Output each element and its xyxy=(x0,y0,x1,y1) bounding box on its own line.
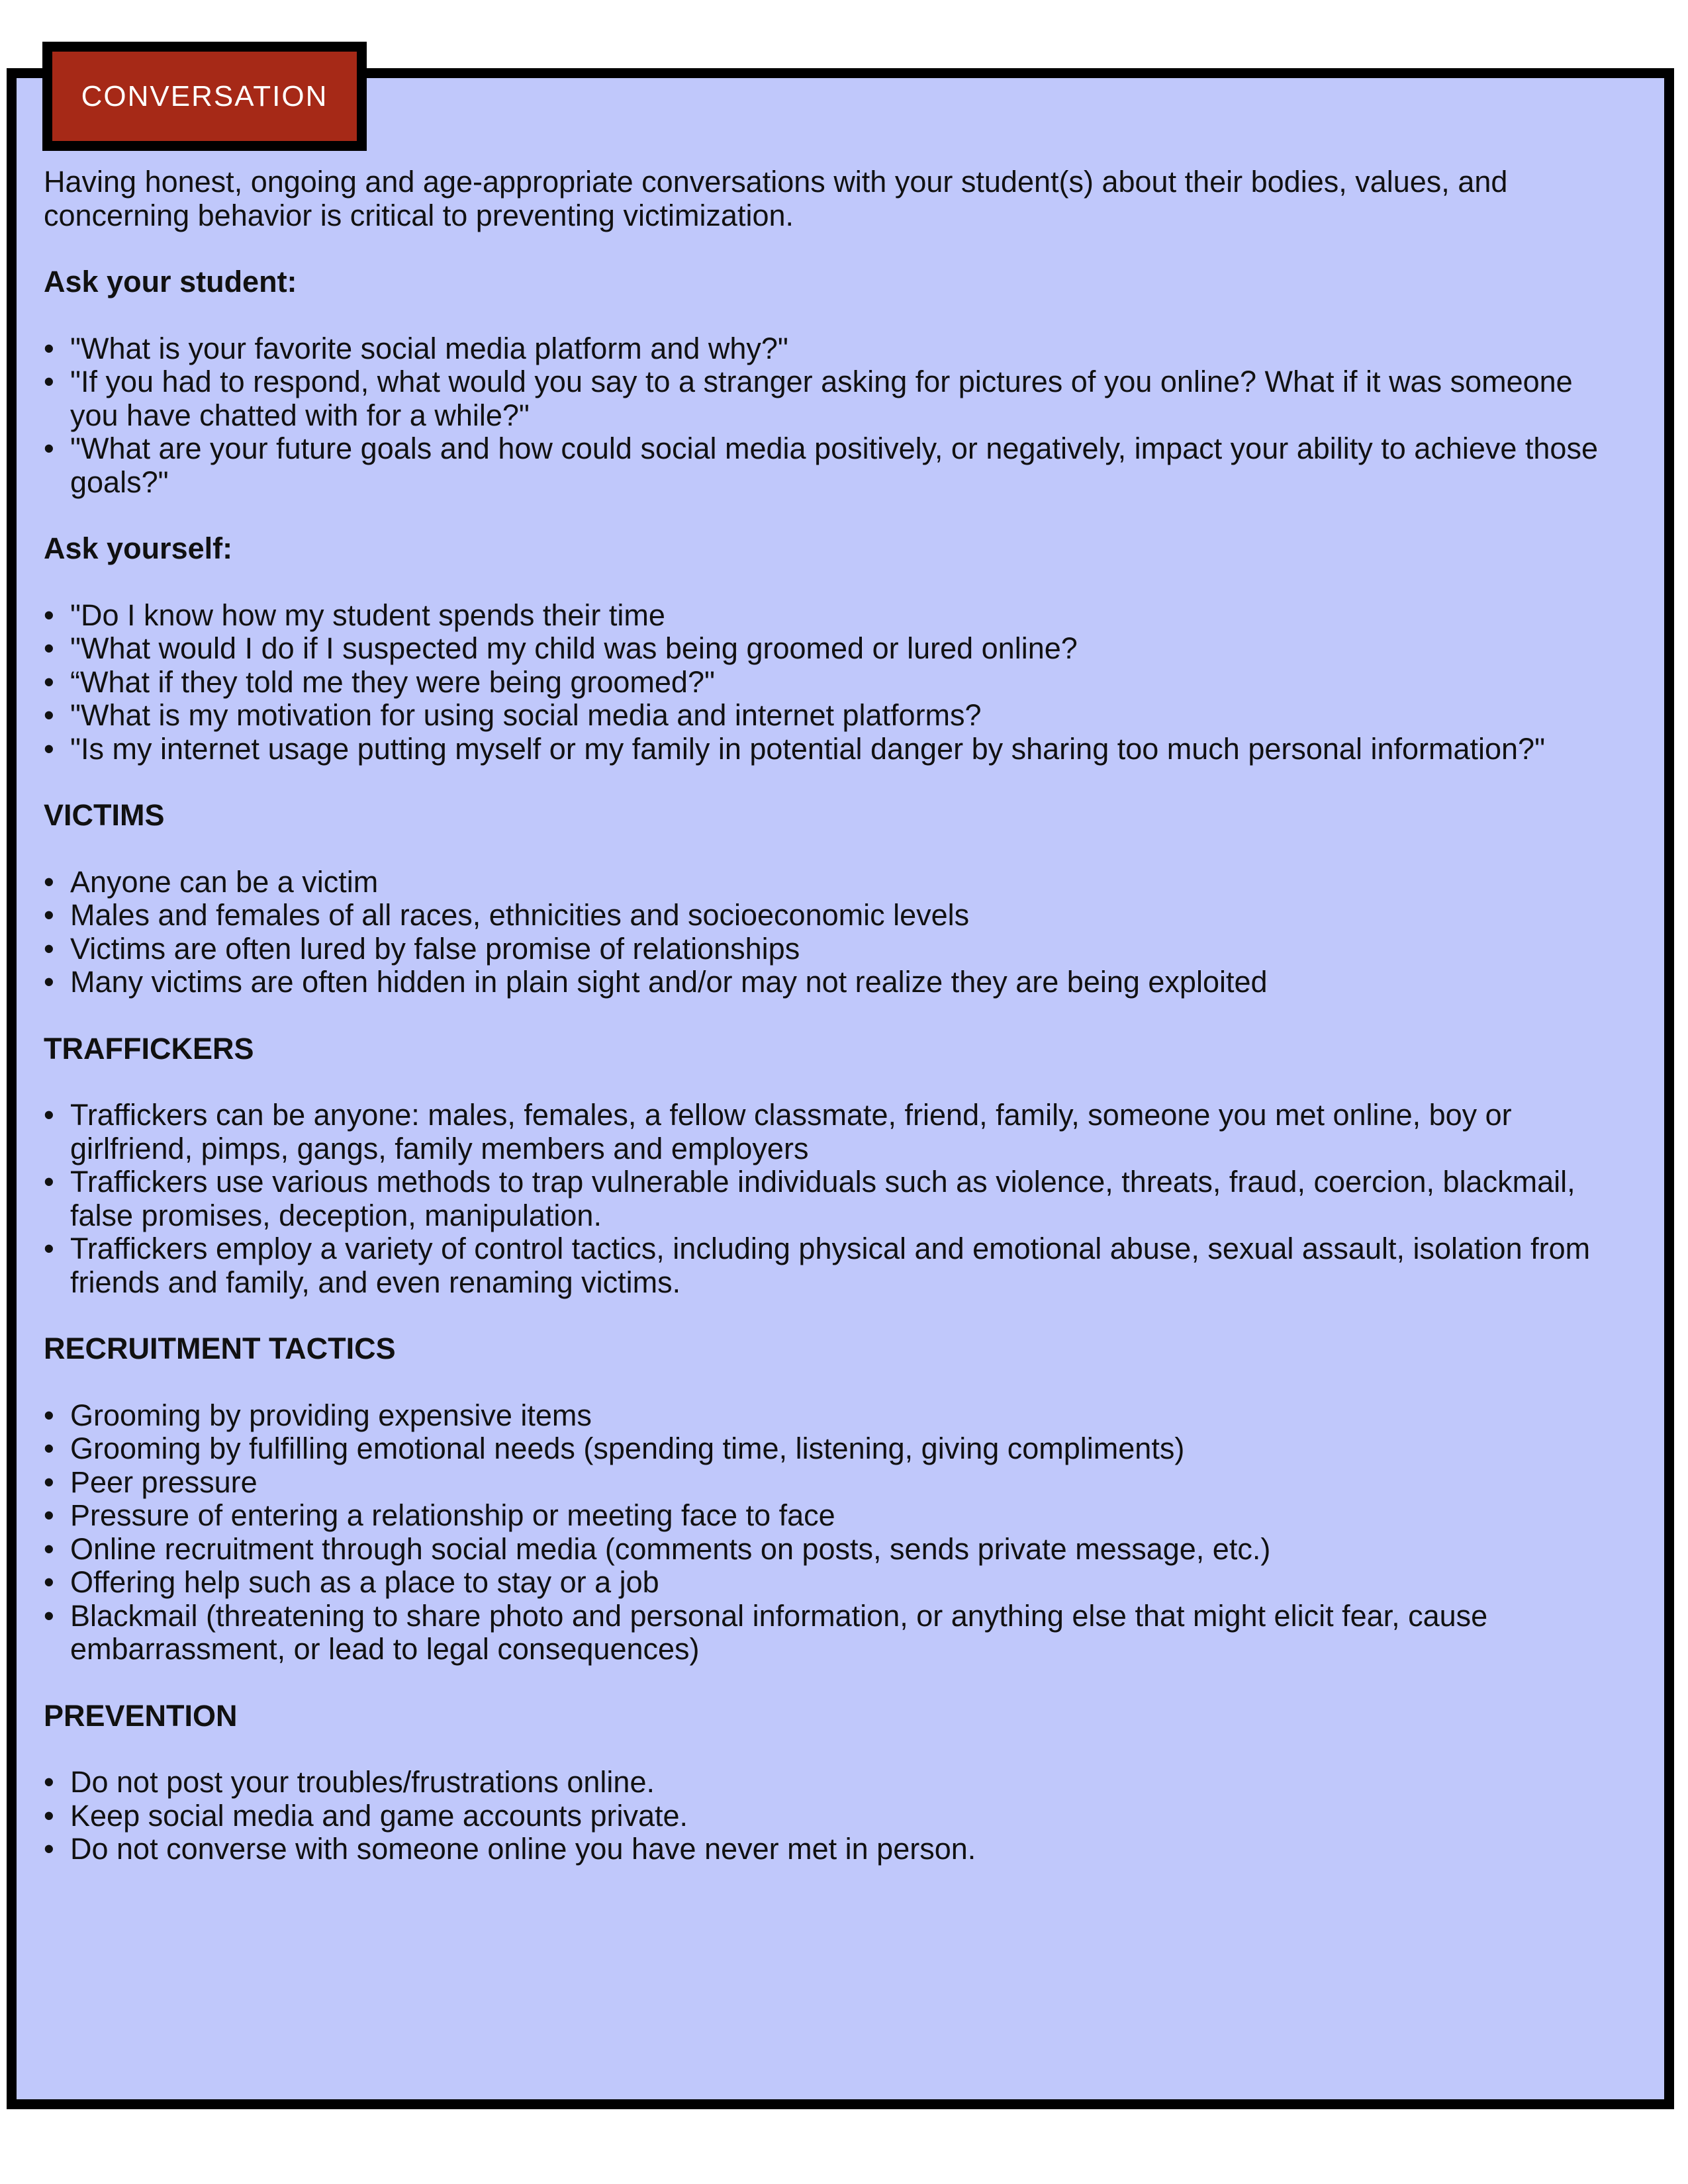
bullet-icon: • xyxy=(44,1398,54,1432)
bullet-icon: • xyxy=(44,731,54,766)
list-item xyxy=(44,432,1606,499)
bullet-icon: • xyxy=(44,1465,54,1499)
document-body xyxy=(44,165,1606,1866)
list-item-text: Do not converse with someone online you have never met in person. xyxy=(70,1832,976,1866)
list-item xyxy=(44,632,1606,666)
section-prevention xyxy=(44,1700,1606,1866)
list-item-text: "Do I know how my student spends their time xyxy=(70,598,665,632)
list-item xyxy=(44,332,1606,366)
bullet-icon: • xyxy=(44,631,54,665)
list-item-text: "What is your favorite social media platform and why?" xyxy=(70,331,788,365)
bullet-icon: • xyxy=(44,864,54,899)
list-item xyxy=(44,1533,1606,1567)
section-tab-label: CONVERSATION xyxy=(81,79,328,113)
list-item-text: “What if they told me they were being groomed?" xyxy=(70,664,715,699)
section-heading: PREVENTION xyxy=(44,1698,238,1733)
section-tab-fill xyxy=(52,52,357,141)
list-item xyxy=(44,966,1606,999)
list-item-text: "What would I do if I suspected my child was being groomed or lured online? xyxy=(70,631,1078,665)
bullet-list xyxy=(44,332,1606,500)
bullet-icon: • xyxy=(44,931,54,966)
list-item-text: Traffickers can be anyone: males, females, a fellow classmate, friend, family, someone you met online, boy or girlfriend, pimps, gangs, family members and employers xyxy=(70,1098,1512,1165)
section-heading: Ask yourself: xyxy=(44,531,233,565)
list-item-text: Do not post your troubles/frustrations online. xyxy=(70,1765,655,1799)
list-item xyxy=(44,1600,1606,1666)
list-item xyxy=(44,1099,1606,1165)
section-heading: TRAFFICKERS xyxy=(44,1031,254,1066)
list-item-text: Grooming by providing expensive items xyxy=(70,1398,592,1432)
list-item xyxy=(44,866,1606,899)
bullet-list xyxy=(44,599,1606,766)
list-item-text: Many victims are often hidden in plain sight and/or may not realize they are being exploited xyxy=(70,965,1268,999)
bullet-list xyxy=(44,866,1606,999)
bullet-icon: • xyxy=(44,1432,54,1465)
bullet-icon: • xyxy=(44,664,54,699)
list-item-text: Grooming by fulfilling emotional needs (spending time, listening, giving compliments) xyxy=(70,1432,1185,1465)
list-item-text: "Is my internet usage putting myself or my family in potential danger by sharing too much personal information?" xyxy=(70,731,1546,766)
bullet-list xyxy=(44,1766,1606,1866)
bullet-icon: • xyxy=(44,1498,54,1532)
bullet-icon: • xyxy=(44,1798,54,1833)
list-item xyxy=(44,733,1606,766)
bullet-icon: • xyxy=(44,1598,54,1633)
section-ask-your-student xyxy=(44,265,1606,499)
list-item-text: Traffickers employ a variety of control tactics, including physical and emotional abuse, sexual assault, isolation from friends and family, and even renaming victims. xyxy=(70,1232,1591,1299)
section-heading: Ask your student: xyxy=(44,265,297,298)
section-ask-yourself xyxy=(44,532,1606,766)
section-victims xyxy=(44,799,1606,999)
list-item xyxy=(44,899,1606,933)
section-tab xyxy=(42,42,367,151)
bullet-icon: • xyxy=(44,698,54,732)
bullet-icon: • xyxy=(44,1765,54,1799)
sections-container xyxy=(44,265,1606,1866)
list-item-text: Traffickers use various methods to trap vulnerable individuals such as violence, threats, fraud, coercion, blackmail, false promises, deception, manipulation. xyxy=(70,1165,1575,1232)
section-recruitment-tactics xyxy=(44,1332,1606,1666)
list-item xyxy=(44,1399,1606,1433)
list-item xyxy=(44,1165,1606,1232)
list-item xyxy=(44,365,1606,432)
section-heading: RECRUITMENT TACTICS xyxy=(44,1332,396,1365)
bullet-list xyxy=(44,1399,1606,1666)
intro-paragraph: Having honest, ongoing and age-appropriate conversations with your student(s) about their bodies, values, and concerning behavior is critical to preventing victimization. xyxy=(44,165,1508,232)
list-item-text: "What is my motivation for using social media and internet platforms? xyxy=(70,698,982,732)
bullet-icon: • xyxy=(44,965,54,999)
list-item-text: Blackmail (threatening to share photo and personal information, or anything else that might elicit fear, cause embarrassment, or lead to legal consequences) xyxy=(70,1598,1488,1666)
list-item-text: Males and females of all races, ethnicities and socioeconomic levels xyxy=(70,898,970,932)
list-item xyxy=(44,1466,1606,1500)
bullet-icon: • xyxy=(44,1832,54,1866)
bullet-icon: • xyxy=(44,365,54,398)
list-item xyxy=(44,1432,1606,1466)
list-item-text: Keep social media and game accounts private. xyxy=(70,1798,688,1833)
bullet-icon: • xyxy=(44,331,54,365)
list-item-text: Anyone can be a victim xyxy=(70,864,379,899)
list-item-text: Pressure of entering a relationship or meeting face to face xyxy=(70,1498,835,1532)
bullet-icon: • xyxy=(44,898,54,932)
section-traffickers xyxy=(44,1032,1606,1300)
bullet-icon: • xyxy=(44,1531,54,1566)
list-item xyxy=(44,1499,1606,1533)
list-item xyxy=(44,1799,1606,1833)
list-item xyxy=(44,699,1606,733)
list-item xyxy=(44,666,1606,700)
list-item xyxy=(44,1232,1606,1299)
bullet-icon: • xyxy=(44,432,54,465)
bullet-icon: • xyxy=(44,598,54,632)
list-item-text: Offering help such as a place to stay or a job xyxy=(70,1565,659,1599)
bullet-icon: • xyxy=(44,1098,54,1132)
list-item xyxy=(44,1566,1606,1600)
list-item-text: "What are your future goals and how could social media positively, or negatively, impact your ability to achieve those goals?" xyxy=(70,432,1598,499)
bullet-list xyxy=(44,1099,1606,1299)
bullet-icon: • xyxy=(44,1565,54,1599)
bullet-icon: • xyxy=(44,1232,54,1265)
list-item-text: Victims are often lured by false promise of relationships xyxy=(70,931,800,966)
list-item xyxy=(44,1766,1606,1799)
section-heading: VICTIMS xyxy=(44,798,165,832)
list-item-text: Online recruitment through social media (comments on posts, sends private message, etc.) xyxy=(70,1531,1271,1566)
list-item-text: "If you had to respond, what would you say to a stranger asking for pictures of you online? What if it was someone you have chatted with for a while?" xyxy=(70,365,1573,432)
bullet-icon: • xyxy=(44,1165,54,1199)
list-item xyxy=(44,933,1606,966)
list-item-text: Peer pressure xyxy=(70,1465,258,1499)
list-item xyxy=(44,599,1606,633)
list-item xyxy=(44,1833,1606,1866)
